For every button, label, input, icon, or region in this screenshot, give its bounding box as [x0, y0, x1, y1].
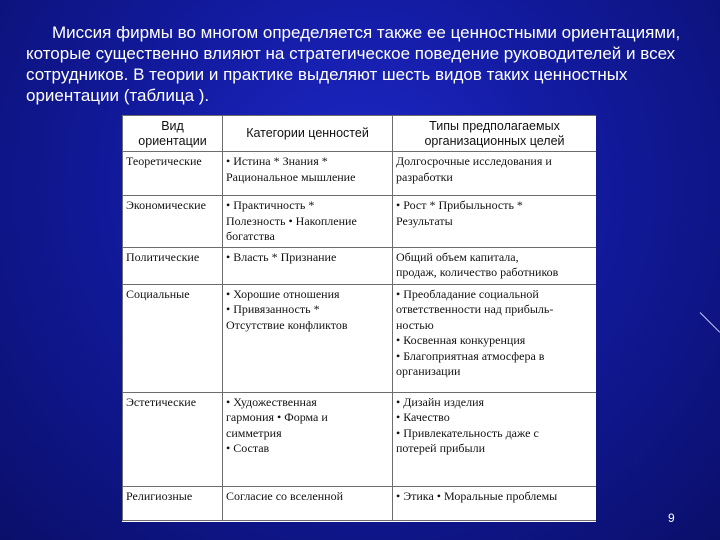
cell-goal-types [393, 196, 597, 248]
table-row [123, 392, 597, 486]
cell-line: • Благоприятная атмосфера в [396, 348, 545, 363]
cell-line: Отсутствие конфликтов [226, 317, 348, 332]
cell-goal-types [393, 247, 597, 284]
header-goal-types: Типы предполагаемых организационных целей [393, 116, 597, 152]
cell-value-categories [223, 486, 393, 520]
cell-line: разработки [396, 169, 453, 184]
cell-line: • Этика • Моральные проблемы [396, 488, 558, 503]
page-number: 9 [668, 511, 675, 525]
cell-line: • Истина * Знания * [226, 154, 328, 168]
cell-orientation-type: Экономические [123, 196, 223, 248]
cell-line: • Состав [226, 441, 270, 455]
cell-line: • Хорошие отношения [226, 286, 340, 301]
cell-line: • Дизайн изделия [396, 394, 485, 409]
cell-value-categories [223, 152, 393, 196]
intro-paragraph: Миссия фирмы во многом определяется также ее ценностными ориентациями, которые существенно влияют на стратегическое поведение руководителей и всех сотрудников. В теории и практике выделяют шесть видов таких ценностных ориентации (таблица ). [26, 23, 681, 105]
table-header-row [123, 116, 597, 152]
cell-goal-types [393, 152, 597, 196]
cell-line: Согласие со вселенной [226, 488, 344, 503]
cell-line: продаж, количество работников [396, 265, 559, 279]
table-row [123, 152, 597, 196]
table-row [123, 486, 597, 520]
cell-line: богатства [226, 229, 275, 243]
cell-line: Долгосрочные исследования и [396, 154, 552, 168]
cell-line: • Привязанность * [226, 302, 320, 316]
cell-orientation-type: Теоретические [123, 152, 223, 196]
header-orientation-type: Вид ориентации [123, 116, 223, 152]
table-row [123, 247, 597, 284]
cell-line: симметрия [226, 425, 282, 440]
cell-value-categories [223, 392, 393, 486]
cell-line: • Художественная [226, 394, 317, 409]
cell-value-categories [223, 247, 393, 284]
cell-orientation-type: Социальные [123, 284, 223, 392]
cell-goal-types [393, 284, 597, 392]
cell-orientation-type: Политические [123, 247, 223, 284]
cell-line: • Качество [396, 410, 450, 424]
cell-line: • Власть * Признание [226, 249, 337, 264]
cell-line: • Практичность * [226, 198, 315, 212]
cell-line: • Преобладание социальной [396, 286, 539, 301]
header-value-categories: Категории ценностей [223, 116, 393, 152]
cell-line: ответственности над прибыль- [396, 302, 554, 316]
value-orientation-table-image [122, 115, 596, 522]
cell-line: Результаты [396, 213, 453, 228]
cell-orientation-type: Эстетические [123, 392, 223, 486]
cell-line: • Косвенная конкуренция [396, 333, 526, 347]
decorative-line [700, 312, 720, 333]
value-orientation-table [122, 115, 596, 521]
cell-goal-types [393, 486, 597, 520]
table-row [123, 196, 597, 248]
cell-value-categories [223, 196, 393, 248]
cell-value-categories [223, 284, 393, 392]
cell-line: организации [396, 364, 461, 378]
cell-orientation-type: Религиозные [123, 486, 223, 520]
cell-line: гармония • Форма и [226, 410, 328, 424]
cell-line: Общий объем капитала, [396, 249, 519, 264]
cell-line: потерей прибыли [396, 441, 486, 455]
cell-goal-types [393, 392, 597, 486]
cell-line: • Привлекательность даже с [396, 425, 539, 440]
cell-line: • Рост * Прибыльность * [396, 198, 523, 212]
table-row [123, 284, 597, 392]
cell-line: Полезность • Накопление [226, 213, 357, 228]
cell-line: Рациональное мышление [226, 169, 356, 184]
cell-line: ностью [396, 317, 434, 332]
